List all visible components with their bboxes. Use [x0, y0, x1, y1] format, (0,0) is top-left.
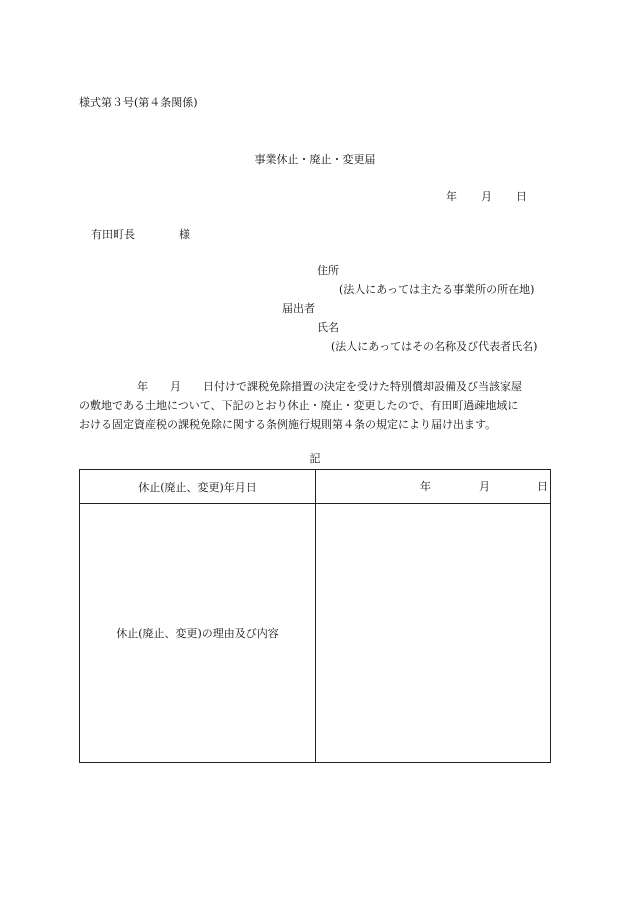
form-number: 様式第３号(第４条関係) — [79, 96, 198, 109]
name-note: (法人にあってはその名称及び代表者氏名) — [331, 340, 538, 353]
record-mark: 記 — [309, 452, 321, 465]
submission-date — [446, 190, 527, 204]
address-note: (法人にあっては主たる事業所の所在地) — [339, 283, 535, 296]
table-year-label: 年 — [420, 480, 431, 493]
date-row-label-cell — [80, 470, 316, 504]
reason-row-value-cell[interactable] — [316, 504, 550, 762]
date-row-value-cell[interactable] — [316, 470, 550, 504]
date-month-label: 月 — [481, 190, 492, 203]
addressee-honorific: 様 — [179, 228, 190, 241]
document-title: 事業休止・廃止・変更届 — [254, 153, 376, 166]
record-table — [79, 469, 551, 763]
date-year-label: 年 — [446, 190, 457, 203]
body-year-label: 年 — [137, 380, 148, 393]
reason-row-label-cell — [80, 504, 316, 762]
body-line-3: おける固定資産税の課税免除に関する条例施行規則第４条の規定により届け出ます。 — [79, 418, 497, 431]
date-day-label: 日 — [516, 190, 527, 203]
body-text — [79, 377, 553, 434]
body-line-1 — [79, 377, 553, 396]
reason-row-label: 休止(廃止、変更)の理由及び内容 — [116, 627, 279, 640]
table-day-label: 日 — [537, 480, 548, 493]
body-line-1-text: 日付けで課税免除措置の決定を受けた特別償却設備及び当該家屋 — [203, 380, 522, 393]
addressee-name: 有田町長 — [91, 228, 135, 241]
address-label: 住所 — [317, 264, 339, 277]
date-row-label: 休止(廃止、変更)年月日 — [138, 480, 257, 494]
addressee — [91, 228, 190, 242]
notifier-label: 届出者 — [282, 302, 315, 315]
name-label: 氏名 — [317, 321, 339, 334]
body-line-2: の敷地である土地について、下記のとおり休止・廃止・変更したので、有田町過疎地域に — [79, 399, 519, 412]
table-month-label: 月 — [479, 480, 490, 493]
body-month-label: 月 — [170, 380, 181, 393]
